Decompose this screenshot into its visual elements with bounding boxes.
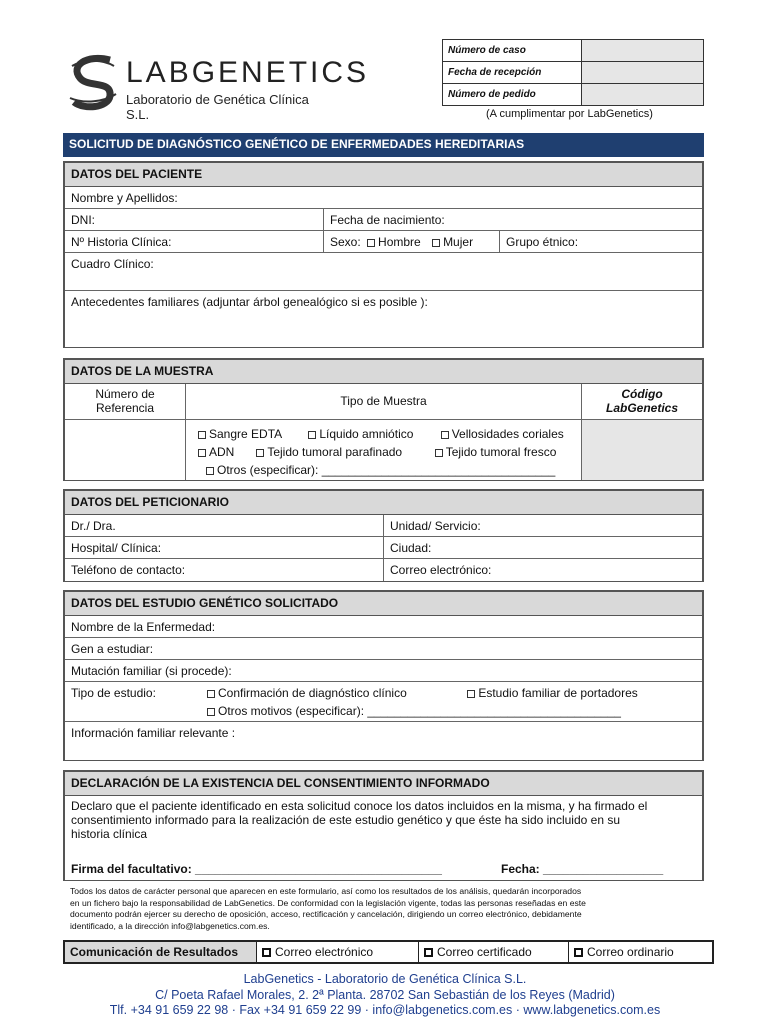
study-type-options <box>201 682 644 721</box>
female-checkbox[interactable] <box>432 239 440 247</box>
footer-contact: Tlf. +34 91 659 22 98 · Fax +34 91 659 22 99 · info@labgenetics.com.es · www.labgenetics.com.es <box>109 1003 661 1017</box>
family-info-row[interactable] <box>65 722 702 760</box>
consent-line-3: historia clínica <box>71 827 148 841</box>
carrier-study-checkbox[interactable] <box>467 690 475 698</box>
dni-label: DNI: <box>71 213 95 227</box>
results-ordinary-label: Correo ordinario <box>587 945 674 959</box>
other-reasons-label: Otros motivos (especificar): ______________________________________ <box>218 704 621 718</box>
other-sample-label: Otros (especificar): ___________________________________ <box>217 463 556 477</box>
lab-code-line1: Código <box>621 387 663 401</box>
consent-line-1: Declaro que el paciente identificado en esta solicitud conoce los datos incluidos en la misma, y ha firmado el <box>71 799 648 813</box>
results-ordinary-option[interactable] <box>569 942 712 962</box>
hospital-row <box>65 537 702 559</box>
order-number-field[interactable] <box>582 84 704 106</box>
results-ordinary-checkbox[interactable] <box>574 948 583 957</box>
male-checkbox[interactable] <box>367 239 375 247</box>
privacy-notice <box>70 886 710 932</box>
results-certified-label: Correo certificado <box>437 945 532 959</box>
sample-type-header: Tipo de Muestra <box>185 384 581 419</box>
sample-type-options <box>185 420 581 480</box>
fresh-tissue-label: Tejido tumoral fresco <box>445 445 557 459</box>
edta-blood-checkbox[interactable] <box>198 431 206 439</box>
results-email-option[interactable] <box>257 942 419 962</box>
form-title-banner: SOLICITUD DE DIAGNÓSTICO GENÉTICO DE ENFERMEDADES HEREDITARIAS <box>63 133 704 157</box>
other-sample-checkbox[interactable] <box>206 467 214 475</box>
mutation-label: Mutación familiar (si procede): <box>71 664 232 678</box>
sample-header-row <box>65 384 702 420</box>
email-label: Correo electrónico: <box>383 559 497 581</box>
results-communication-label: Comunicación de Resultados <box>65 942 257 962</box>
fresh-tissue-checkbox[interactable] <box>435 449 443 457</box>
carrier-study-label: Estudio familiar de portadores <box>478 686 638 700</box>
family-history-label: Antecedentes familiares (adjuntar árbol genealógico si es posible ): <box>71 295 428 309</box>
patient-section-header: DATOS DEL PACIENTE <box>65 163 702 187</box>
gene-row[interactable] <box>65 638 702 660</box>
patient-name-label: Nombre y Apellidos: <box>71 191 178 205</box>
petitioner-section <box>63 489 704 582</box>
case-number-label: Número de caso <box>443 40 582 62</box>
case-info-table <box>442 39 704 106</box>
patient-history-row <box>65 231 702 253</box>
consent-section-header: DECLARACIÓN DE LA EXISTENCIA DEL CONSENTIMIENTO INFORMADO <box>65 772 702 796</box>
diagnosis-confirm-label: Confirmación de diagnóstico clínico <box>218 686 407 700</box>
unit-label: Unidad/ Servicio: <box>383 515 487 536</box>
company-logo <box>66 52 370 122</box>
reference-header-line1: Número de <box>95 387 155 401</box>
family-history-row[interactable] <box>65 291 702 347</box>
mutation-row[interactable] <box>65 660 702 682</box>
clinical-label: Cuadro Clínico: <box>71 257 154 271</box>
disease-label: Nombre de la Enfermedad: <box>71 620 216 634</box>
phone-label: Teléfono de contacto: <box>71 563 186 577</box>
chorionic-villi-checkbox[interactable] <box>441 431 449 439</box>
sample-options-row <box>65 420 702 480</box>
results-email-label: Correo electrónico <box>275 945 374 959</box>
family-info-label: Información familiar relevante : <box>71 726 236 740</box>
consent-line-2: consentimiento informado para la realización de este estudio genético y que éste ha sido incluido en su <box>71 813 621 827</box>
amniotic-fluid-label: Líquido amniótico <box>319 427 414 441</box>
reference-number-field[interactable] <box>65 420 185 480</box>
study-type-row <box>65 682 702 722</box>
sex-field <box>323 231 479 252</box>
lab-code-field[interactable] <box>581 420 702 480</box>
sample-section <box>63 358 704 481</box>
privacy-line-2: en un fichero bajo la responsabilidad de LabGenetics. De conformidad con la legislación vigente, todas las personas reseñadas en este <box>70 897 586 908</box>
results-certified-option[interactable] <box>419 942 569 962</box>
ethnic-group-label: Grupo étnico: <box>499 231 584 252</box>
hospital-label: Hospital/ Clínica: <box>71 541 162 555</box>
female-label: Mujer <box>443 235 474 249</box>
footer-company: LabGenetics - Laboratorio de Genética Clínica S.L. <box>243 972 527 986</box>
consent-section <box>63 770 704 881</box>
petitioner-section-header: DATOS DEL PETICIONARIO <box>65 491 702 515</box>
results-email-checkbox[interactable] <box>262 948 271 957</box>
lab-use-note: (A cumplimentar por LabGenetics) <box>486 108 653 120</box>
disease-row[interactable] <box>65 616 702 638</box>
order-number-label: Número de pedido <box>443 84 582 106</box>
case-number-field[interactable] <box>582 40 704 62</box>
patient-section <box>63 161 704 348</box>
study-section <box>63 590 704 761</box>
logo-title: LABGENETICS <box>126 56 370 89</box>
consent-text <box>65 796 702 844</box>
doctor-label: Dr./ Dra. <box>71 519 116 533</box>
sample-section-header: DATOS DE LA MUESTRA <box>65 360 702 384</box>
history-label: Nº Historia Clínica: <box>71 235 172 249</box>
patient-dni-row <box>65 209 702 231</box>
study-type-label: Tipo de estudio: <box>71 686 156 700</box>
results-communication <box>63 940 714 964</box>
dna-checkbox[interactable] <box>198 449 206 457</box>
gene-label: Gen a estudiar: <box>71 642 154 656</box>
phone-row <box>65 559 702 581</box>
signature-field[interactable]: Firma del facultativo: _____________________________________ <box>71 862 442 876</box>
doctor-row <box>65 515 702 537</box>
birth-date-label: Fecha de nacimiento: <box>323 209 451 230</box>
footer-address: C/ Poeta Rafael Morales, 2. 2ª Planta. 28702 San Sebastián de los Reyes (Madrid) <box>155 988 615 1002</box>
clinical-row[interactable] <box>65 253 702 291</box>
paraffin-tissue-label: Tejido tumoral parafinado <box>267 445 403 459</box>
reference-header <box>65 384 185 419</box>
privacy-line-1: Todos los datos de carácter personal que aparecen en este formulario, así como los resultados de los análisis, quedarán incorporados <box>70 886 582 896</box>
diagnosis-confirm-checkbox[interactable] <box>207 690 215 698</box>
reception-date-label: Fecha de recepción <box>443 62 582 84</box>
dna-label: ADN <box>209 445 235 459</box>
privacy-line-4: identificado, a la dirección info@labgenetics.com.es. <box>70 920 270 931</box>
amniotic-fluid-checkbox[interactable] <box>308 431 316 439</box>
logo-subtitle: Laboratorio de Genética Clínica S.L. <box>126 92 309 122</box>
patient-name-row[interactable] <box>65 187 702 209</box>
chorionic-villi-label: Vellosidades coriales <box>451 427 564 441</box>
reception-date-field[interactable] <box>582 62 704 84</box>
sex-label: Sexo: <box>330 235 361 249</box>
consent-date-field[interactable]: Fecha: __________________ <box>501 862 664 876</box>
privacy-line-3: documento podrán ejercer su derecho de oposición, acceso, rectificación y cancelación, dirigiendo un correo electrónico, debidamente <box>70 909 582 920</box>
lab-code-line2: LabGenetics <box>605 401 679 415</box>
edta-blood-label: Sangre EDTA <box>209 427 283 441</box>
male-label: Hombre <box>378 235 421 249</box>
dna-logo-icon <box>66 52 122 112</box>
other-reasons-checkbox[interactable] <box>207 708 215 716</box>
paraffin-tissue-checkbox[interactable] <box>256 449 264 457</box>
lab-code-header <box>581 384 702 419</box>
city-label: Ciudad: <box>383 537 437 558</box>
results-certified-checkbox[interactable] <box>424 948 433 957</box>
study-section-header: DATOS DEL ESTUDIO GENÉTICO SOLICITADO <box>65 592 702 616</box>
reference-header-line2: Referencia <box>95 401 155 415</box>
